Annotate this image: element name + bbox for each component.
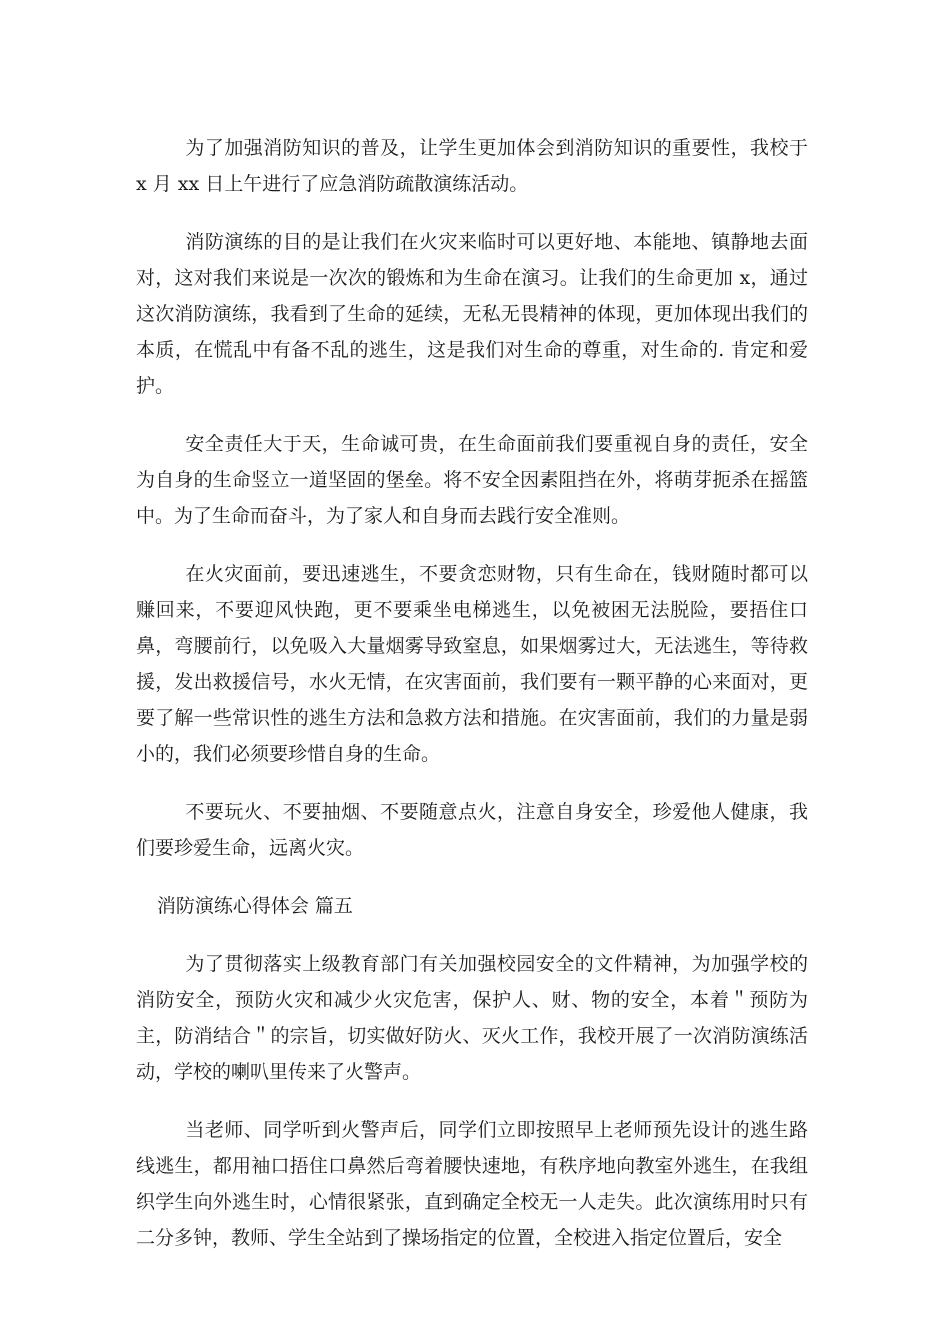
- paragraph-1: 为了加强消防知识的普及，让学生更加体会到消防知识的重要性，我校于 x 月 xx 日上午进行了应急消防疏散演练活动。: [136, 137, 808, 195]
- paragraph-3: 安全责任大于天，生命诚可贵，在生命面前我们要重视自身的责任，安全为自身的生命竖立一道坚固的堡垒。将不安全因素阻挡在外，将萌芽扼杀在摇篮中。为了生命而奋斗，为了家人和自身而去践行安全准则。: [136, 433, 808, 527]
- document-body: [136, 130, 808, 1278]
- paragraph-4: 在火灾面前，要迅速逃生，不要贪恋财物，只有生命在，钱财随时都可以赚回来，不要迎风快跑，更不要乘坐电梯逃生，以免被困无法脱险，要捂住口鼻，弯腰前行，以免吸入大量烟雾导致窒息，如果烟雾过大，无法逃生，等待救援，发出救援信号，水火无情，在灾害面前，我们要有一颗平静的心来面对，更要了解一些常识性的逃生方法和急救方法和措施。在灾害面前，我们的力量是弱小的，我们必须要珍惜自身的生命。: [136, 563, 808, 765]
- paragraph-5: 不要玩火、不要抽烟、不要随意点火，注意自身安全，珍爱他人健康，我们要珍爱生命，远离火灾。: [136, 801, 808, 859]
- section-paragraph-2: 当老师、同学听到火警声后，同学们立即按照早上老师预先设计的逃生路线逃生，都用袖口捂住口鼻然后弯着腰快速地，有秩序地向教室外逃生，在我组织学生向外逃生时，心情很紧张，直到确定全校无一人走失。此次演练用时只有二分多钟，教师、学生全站到了操场指定的位置，全校进入指定位置后，安全: [136, 1119, 808, 1249]
- section-heading: 消防演练心得体会 篇五: [156, 895, 353, 917]
- section-paragraph-1: 为了贯彻落实上级教育部门有关加强校园安全的文件精神，为加强学校的消防安全，预防火灾和减少火灾危害，保护人、财、物的安全，本着＂预防为主，防消结合＂的宗旨，切实做好防火、灭火工作，我校开展了一次消防演练活动，学校的喇叭里传来了火警声。: [136, 953, 808, 1083]
- paragraph-2: 消防演练的目的是让我们在火灾来临时可以更好地、本能地、镇静地去面对，这对我们来说是一次次的锻炼和为生命在演习。让我们的生命更加 x，通过这次消防演练，我看到了生命的延续，无私无畏精神的体现，更加体现出我们的本质，在慌乱中有备不乱的逃生，这是我们对生命的尊重，对生命的. 肯定和爱护。: [136, 231, 808, 397]
